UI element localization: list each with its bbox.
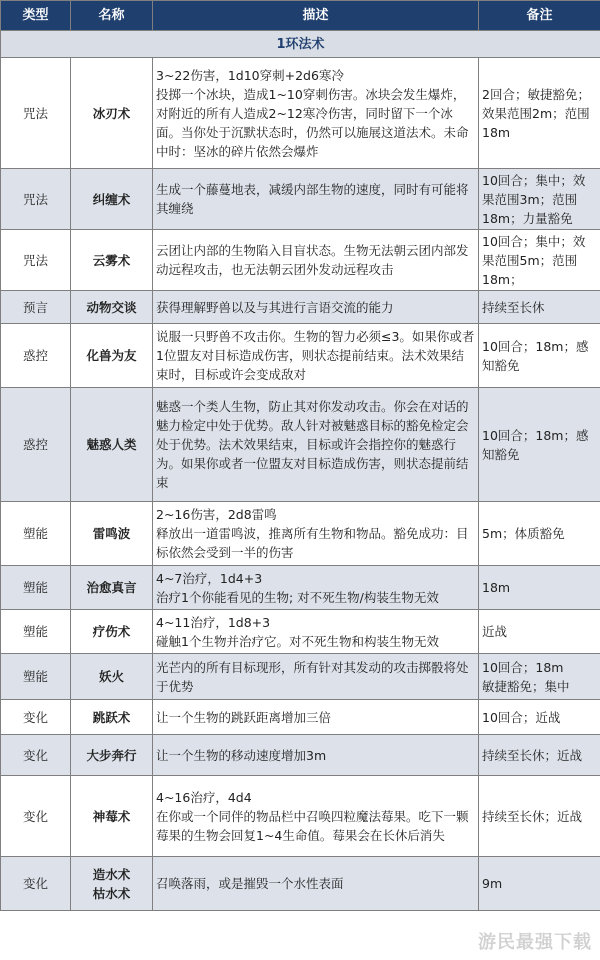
cell-note-line: 敏捷豁免；集中 [482, 678, 570, 694]
header-name: 名称 [71, 1, 153, 31]
cell-note [479, 502, 600, 566]
cell-note [479, 857, 600, 911]
cell-desc [153, 388, 479, 502]
cell-name-line: 纠缠术 [92, 191, 131, 207]
cell-name-line: 冰刃术 [92, 105, 131, 121]
table-row [1, 324, 600, 388]
section-title: 1环法术 [1, 31, 600, 58]
cell-note [479, 58, 600, 169]
cell-name-line: 妖火 [98, 669, 124, 684]
table-row [1, 291, 600, 324]
cell-type: 惑控 [1, 324, 71, 388]
cell-note [479, 230, 600, 291]
cell-note-line: 10回合；18m；感知豁免 [482, 427, 589, 462]
cell-desc-line: 碰触1个生物并治疗它。对不死生物和构装生物无效 [156, 633, 439, 649]
cell-name-line: 跳跃术 [92, 709, 131, 725]
cell-note [479, 735, 600, 776]
table-row [1, 58, 600, 169]
cell-desc [153, 324, 479, 388]
cell-note [479, 566, 600, 610]
cell-name-line: 枯水术 [92, 885, 131, 901]
section-row [1, 31, 600, 58]
cell-name [71, 291, 153, 324]
table-row [1, 230, 600, 291]
cell-note-line: 持续至长休；近战 [482, 747, 583, 763]
cell-name [71, 776, 153, 857]
cell-name-line: 疗伤术 [92, 624, 131, 639]
cell-desc [153, 502, 479, 566]
table-row [1, 654, 600, 700]
cell-type: 塑能 [1, 566, 71, 610]
header-row [1, 1, 600, 31]
cell-desc [153, 700, 479, 735]
cell-name [71, 857, 153, 911]
cell-type: 塑能 [1, 502, 71, 566]
cell-note-line: 持续至长休 [482, 299, 545, 315]
cell-desc [153, 654, 479, 700]
cell-name [71, 502, 153, 566]
cell-desc [153, 610, 479, 654]
cell-type: 塑能 [1, 610, 71, 654]
cell-type: 惑控 [1, 388, 71, 502]
cell-desc-line: 4~7治疗，1d4+3 [156, 570, 263, 586]
cell-name [71, 58, 153, 169]
table-row [1, 700, 600, 735]
table-row [1, 388, 600, 502]
cell-desc-line: 投掷一个冰块，造成1~10穿刺伤害。冰块会发生爆炸，对附近的所有人造成2~12寒冷伤害，同时留下一个冰面。当你处于沉默状态时，仍然可以施展这道法术。未命中时：坚冰的碎片依然会爆炸 [156, 86, 469, 159]
cell-note-line: 18m [482, 580, 511, 595]
cell-type: 变化 [1, 735, 71, 776]
cell-note [479, 169, 600, 230]
header-type: 类型 [1, 1, 71, 31]
table-row [1, 566, 600, 610]
cell-note-line: 5m；体质豁免 [482, 526, 565, 541]
cell-desc-line: 3~22伤害，1d10穿刺+2d6寒冷 [156, 67, 344, 83]
cell-note [479, 610, 600, 654]
cell-name-line: 化兽为友 [86, 348, 137, 363]
cell-desc [153, 230, 479, 291]
cell-name [71, 388, 153, 502]
cell-note-line: 近战 [482, 624, 508, 639]
cell-desc-line: 光芒内的所有目标现形，所有针对其发动的攻击掷骰将处于优势 [156, 659, 469, 694]
cell-desc-line: 魅惑一个类人生物，防止其对你发动攻击。你会在对话的魅力检定中处于优势。敌人针对被魅惑目标的豁免检定会处于优势。法术效果结束，目标或许会指控你的魅惑行为。如果你或者一位盟友对目标造成伤害，则状态提前结束 [156, 399, 469, 490]
cell-desc [153, 58, 479, 169]
table-row [1, 169, 600, 230]
cell-type: 变化 [1, 776, 71, 857]
cell-note-line: 2回合；敏捷豁免；效果范围2m；范围18m [482, 86, 590, 140]
table-row [1, 735, 600, 776]
cell-note [479, 324, 600, 388]
cell-type: 变化 [1, 857, 71, 911]
cell-note-line: 10回合；18m [482, 659, 564, 675]
table-row [1, 857, 600, 911]
cell-name [71, 700, 153, 735]
cell-type: 变化 [1, 700, 71, 735]
cell-desc [153, 735, 479, 776]
cell-note-line: 9m [482, 876, 503, 891]
cell-name [71, 324, 153, 388]
cell-type: 咒法 [1, 230, 71, 291]
table-row [1, 776, 600, 857]
table-row [1, 502, 600, 566]
cell-type: 预言 [1, 291, 71, 324]
cell-desc [153, 776, 479, 857]
cell-desc-line: 云团让内部的生物陷入目盲状态。生物无法朝云团内部发动远程攻击，也无法朝云团外发动远程攻击 [156, 243, 469, 277]
site-watermark: 游民最强下载 [478, 932, 592, 953]
cell-note [479, 291, 600, 324]
header-desc: 描述 [153, 1, 479, 31]
cell-name-line: 动物交谈 [86, 299, 137, 315]
table-row [1, 610, 600, 654]
cell-name [71, 735, 153, 776]
cell-name-line: 神莓术 [92, 808, 131, 824]
cell-desc-line: 说服一只野兽不攻击你。生物的智力必须≤3。如果你或者1位盟友对目标造成伤害，则状态提前结束。法术效果结束时，目标或许会变成敌对 [156, 329, 475, 382]
cell-desc-line: 召唤落雨，或是摧毁一个水性表面 [156, 876, 344, 891]
cell-note [479, 776, 600, 857]
cell-name [71, 610, 153, 654]
cell-type: 咒法 [1, 58, 71, 169]
cell-note-line: 10回合；集中；效果范围5m；范围18m； [482, 233, 586, 287]
cell-desc-line: 生成一个藤蔓地表，减缓内部生物的速度，同时有可能将其缠绕 [156, 182, 469, 216]
cell-desc-line: 让一个生物的移动速度增加3m [156, 747, 327, 763]
cell-desc-line: 获得理解野兽以及与其进行言语交流的能力 [156, 299, 394, 315]
cell-name-line: 魅惑人类 [86, 437, 137, 452]
cell-desc-line: 2~16伤害，2d8雷鸣 [156, 507, 277, 522]
cell-desc-line: 释放出一道雷鸣波，推离所有生物和物品。豁免成功：目标依然会受到一半的伤害 [156, 526, 469, 560]
cell-note-line: 10回合；近战 [482, 709, 561, 725]
cell-desc-line: 4~11治疗，1d8+3 [156, 614, 271, 630]
cell-desc [153, 857, 479, 911]
cell-name-line: 治愈真言 [86, 580, 137, 595]
cell-name-line: 造水术 [92, 866, 131, 882]
cell-name-line: 雷鸣波 [92, 526, 131, 541]
header-note: 备注 [479, 1, 600, 31]
cell-type: 塑能 [1, 654, 71, 700]
cell-desc [153, 291, 479, 324]
cell-name [71, 654, 153, 700]
cell-note [479, 654, 600, 700]
cell-desc-line: 4~16治疗，4d4 [156, 789, 252, 805]
cell-note-line: 10回合；集中；效果范围3m；范围18m；力量豁免 [482, 172, 586, 226]
cell-name-line: 大步奔行 [86, 747, 137, 763]
cell-name-line: 云雾术 [92, 252, 131, 268]
cell-note [479, 700, 600, 735]
cell-desc-line: 让一个生物的跳跃距离增加三倍 [156, 709, 332, 725]
cell-desc-line: 治疗1个你能看见的生物; 对不死生物/构装生物无效 [156, 589, 439, 605]
cell-name [71, 169, 153, 230]
cell-note-line: 10回合；18m；感知豁免 [482, 338, 589, 373]
cell-desc-line: 在你或一个同伴的物品栏中召唤四粒魔法莓果。吃下一颗莓果的生物会回复1~4生命值。莓果会在长休后消失 [156, 808, 469, 843]
cell-name [71, 566, 153, 610]
cell-note-line: 持续至长休；近战 [482, 808, 583, 824]
cell-name [71, 230, 153, 291]
cell-desc [153, 566, 479, 610]
cell-type: 咒法 [1, 169, 71, 230]
cell-desc [153, 169, 479, 230]
cell-note [479, 388, 600, 502]
